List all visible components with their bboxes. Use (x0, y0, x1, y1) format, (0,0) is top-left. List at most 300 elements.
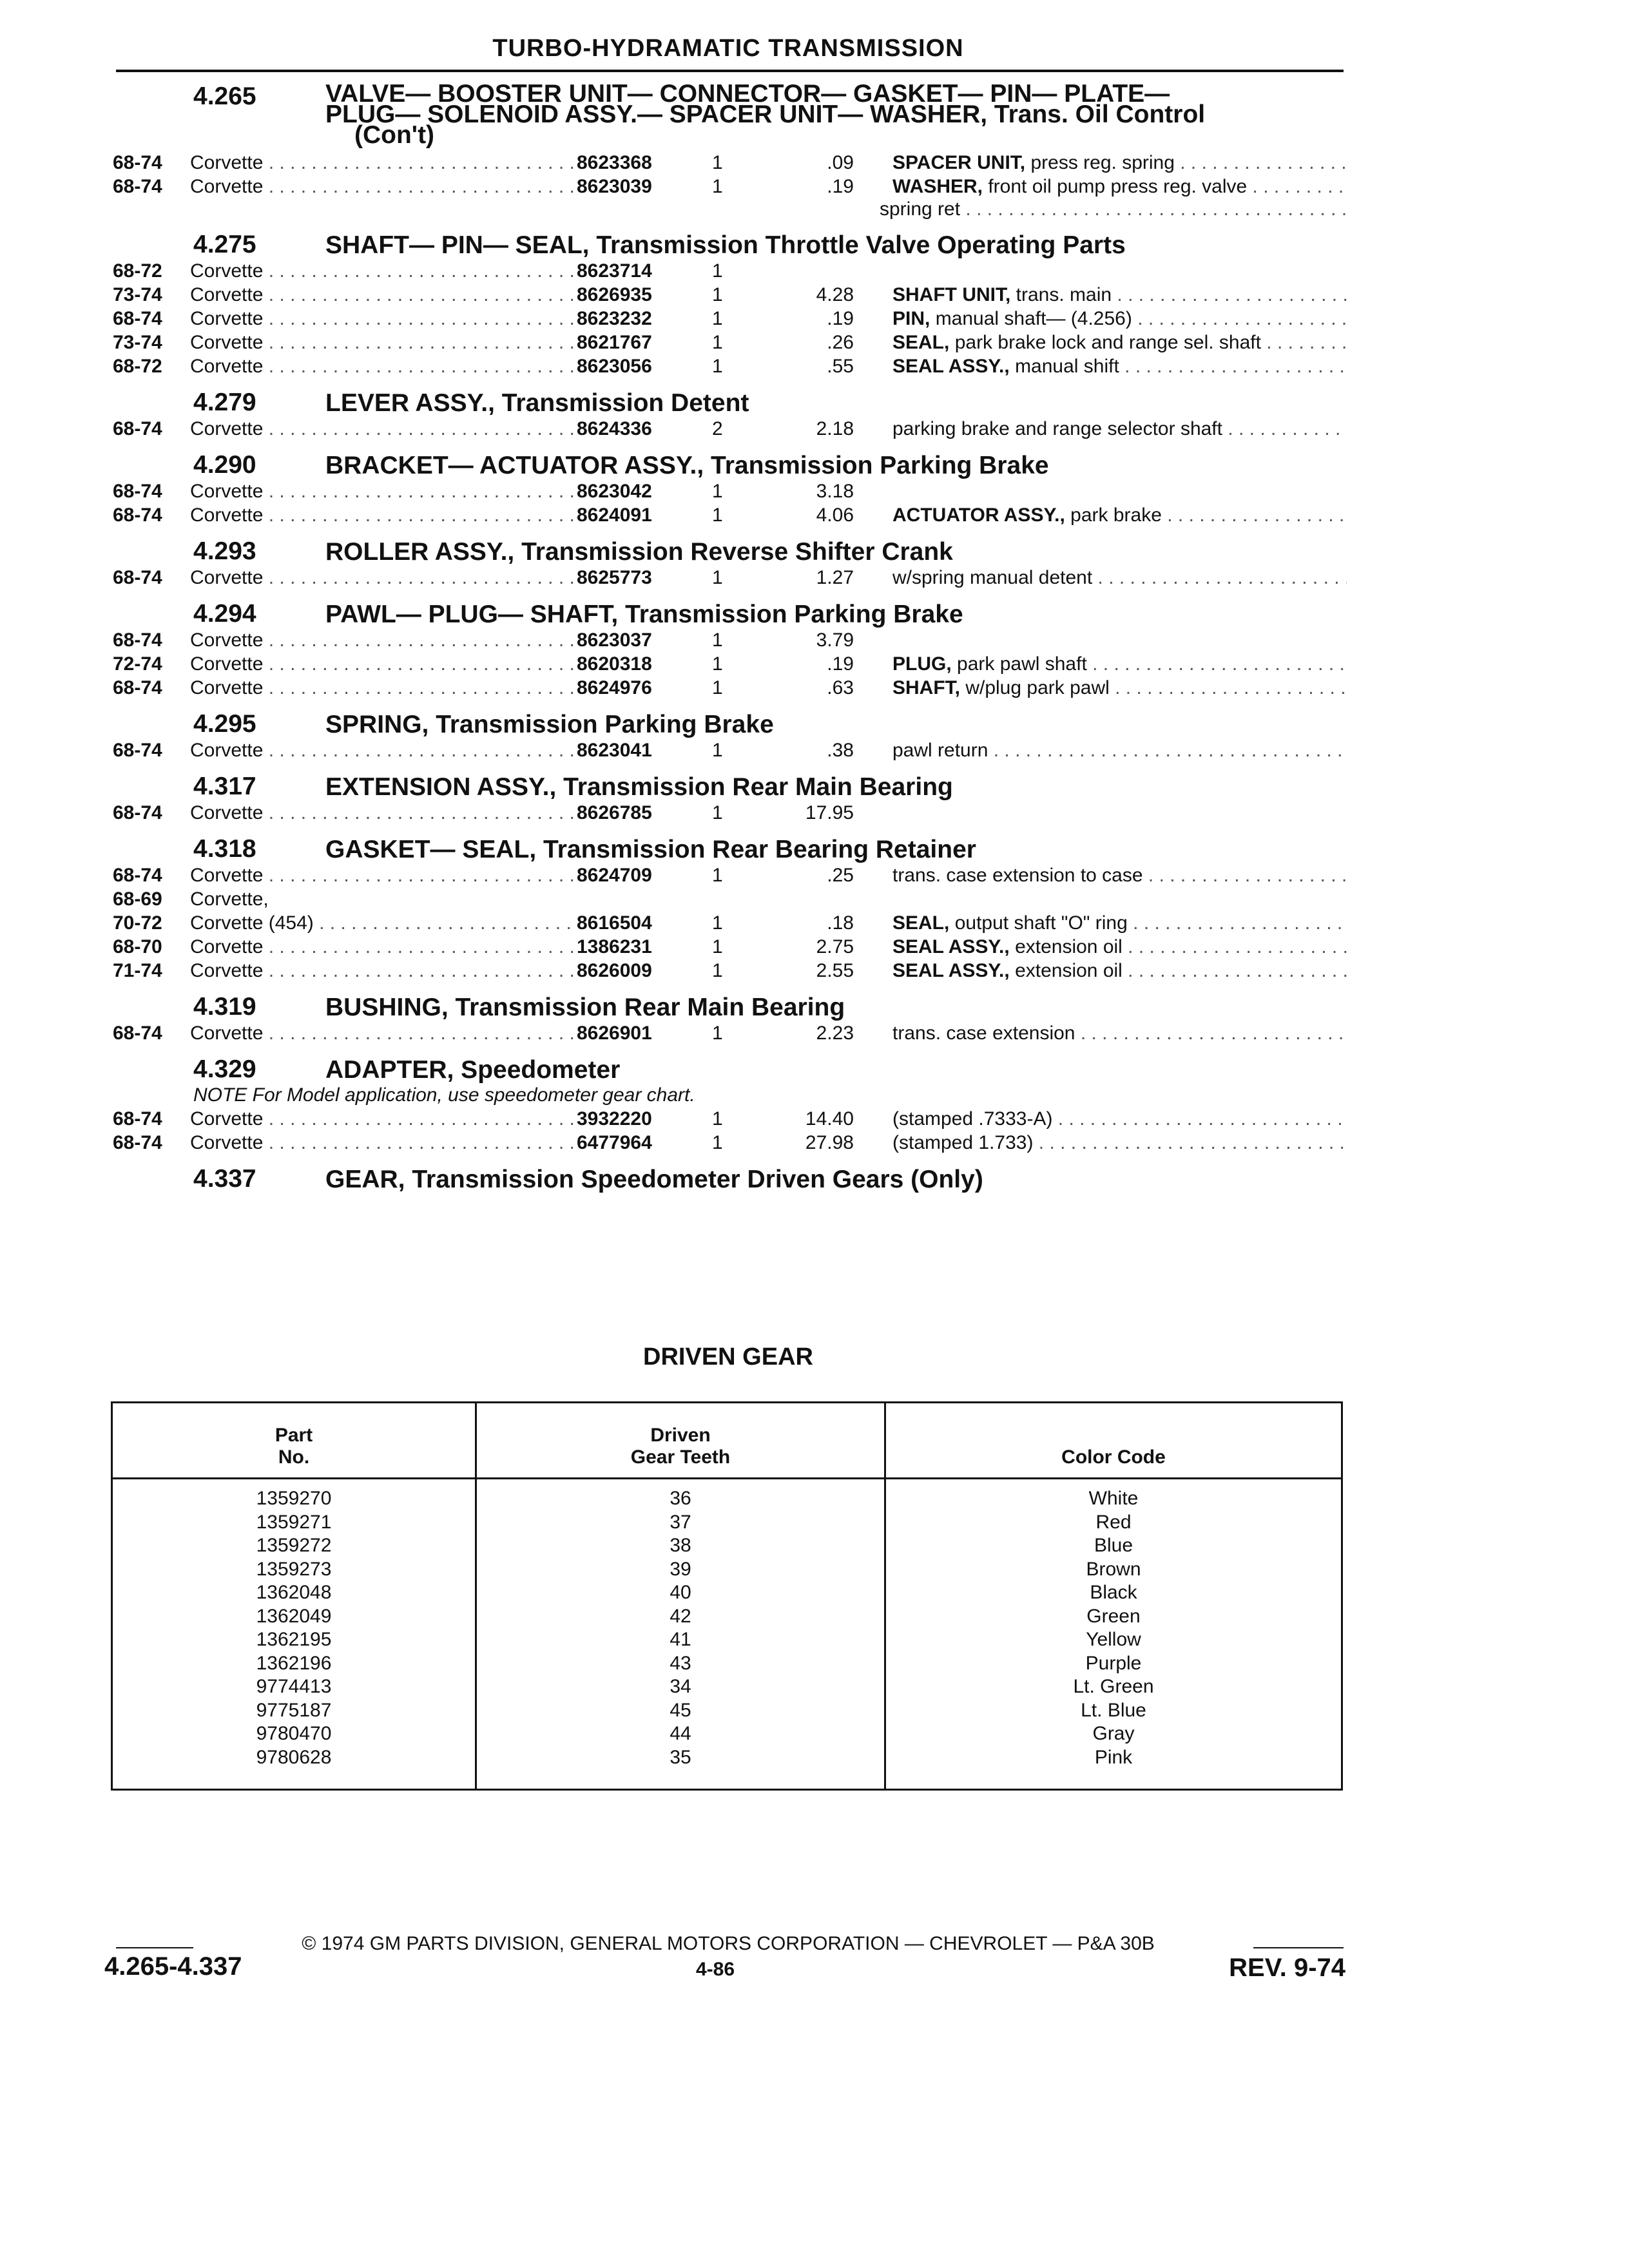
description-bold: SEAL ASSY., (892, 356, 1010, 377)
section-title-line: EXTENSION ASSY., Transmission Rear Main Bearing (325, 773, 953, 801)
section-4-294 (113, 600, 1347, 700)
quantity: 1 (712, 481, 723, 502)
section-gap (113, 700, 1347, 710)
model-name: Corvette . . . (190, 417, 577, 441)
description (892, 283, 1347, 307)
section-title (325, 835, 1347, 863)
part-number: 8624709 (577, 865, 652, 886)
section-title-line: BUSHING, Transmission Rear Main Bearing (325, 994, 845, 1021)
color-cell: Green (885, 1605, 1342, 1629)
quantity: 1 (712, 308, 723, 329)
model-years: 68-74 (113, 418, 162, 439)
section-title-line: VALVE— BOOSTER UNIT— CONNECTOR— GASKET— PIN— PLATE— (325, 80, 1170, 108)
part-number: 8624976 (577, 677, 652, 698)
model-name: Corvette . . . (190, 307, 577, 331)
section-number: 4.290 (193, 451, 256, 479)
color-cell: Pink (885, 1746, 1342, 1790)
description-bold: WASHER, (892, 176, 983, 197)
title-rule (116, 70, 1344, 72)
part-number: 8623039 (577, 176, 652, 197)
part-row (113, 652, 1347, 676)
part-no-cell: 9780470 (112, 1722, 476, 1746)
header-part-no (112, 1403, 476, 1479)
color-cell: Red (885, 1511, 1342, 1535)
quantity: 1 (712, 1132, 723, 1153)
teeth-cell: 42 (476, 1605, 885, 1629)
description-text: press reg. spring (1025, 152, 1175, 173)
description (892, 1021, 1347, 1045)
description (892, 331, 1347, 354)
model-name: Corvette . . . (190, 331, 577, 354)
description-text: w/spring manual detent (892, 567, 1093, 588)
model-years: 68-74 (113, 1132, 162, 1153)
price: 17.95 (805, 802, 854, 823)
description (892, 503, 1347, 527)
part-number: 8625773 (577, 567, 652, 588)
color-cell: Lt. Blue (885, 1699, 1342, 1723)
model-name: Corvette, (190, 889, 269, 910)
model-name: Corvette . . . (190, 738, 577, 762)
section-gap (113, 1155, 1347, 1165)
model-name: Corvette . . . (190, 628, 577, 652)
model-years: 68-74 (113, 1023, 162, 1044)
model-years: 68-74 (113, 740, 162, 761)
description (892, 175, 1347, 198)
part-row (113, 259, 1347, 283)
part-row (113, 628, 1347, 652)
part-number: 8626901 (577, 1023, 652, 1044)
section-title-line: GEAR, Transmission Speedometer Driven Gears (Only) (325, 1166, 983, 1193)
description (892, 738, 1347, 762)
quantity: 1 (712, 332, 723, 353)
section-4-265 (113, 82, 1347, 220)
color-cell: Black (885, 1581, 1342, 1605)
description-text: trans. case extension (892, 1023, 1075, 1044)
part-number: 8623232 (577, 308, 652, 329)
model-years: 68-70 (113, 936, 162, 957)
part-number: 8623042 (577, 481, 652, 502)
footer-page-number: 4-86 (696, 1959, 735, 1980)
price: .19 (827, 653, 854, 675)
description-bold: PLUG, (892, 653, 952, 675)
table-row (112, 1628, 1342, 1652)
part-number: 8620318 (577, 653, 652, 675)
model-name: Corvette . . . (190, 676, 577, 700)
model-name: Corvette . . . (190, 354, 577, 378)
section-title-line: GASKET— SEAL, Transmission Rear Bearing Retainer (325, 836, 976, 863)
description-continued: spring ret . . . (880, 198, 1347, 220)
section-title-line: BRACKET— ACTUATOR ASSY., Transmission Parking Brake (325, 452, 1049, 479)
part-row (113, 175, 1347, 198)
part-row (113, 417, 1347, 441)
part-no-cell: 9780628 (112, 1746, 476, 1790)
part-row (113, 1131, 1347, 1155)
section-gap (113, 762, 1347, 773)
part-no-cell: 1359271 (112, 1511, 476, 1535)
description-text: parking brake and range selector shaft (892, 418, 1222, 439)
part-row (113, 801, 1347, 825)
description (892, 1131, 1347, 1155)
part-number: 8624336 (577, 418, 652, 439)
price: 3.18 (816, 481, 854, 502)
table-row (112, 1605, 1342, 1629)
section-title (325, 451, 1347, 479)
price: .63 (827, 677, 854, 698)
quantity: 1 (712, 284, 723, 305)
section-gap (113, 1193, 1347, 1204)
part-row (113, 1107, 1347, 1131)
price: 27.98 (805, 1132, 854, 1153)
section-4-317 (113, 773, 1347, 825)
teeth-cell: 36 (476, 1479, 885, 1511)
header-part-no-text: Part No. (275, 1425, 313, 1468)
description-bold: SEAL, (892, 332, 950, 353)
model-name: Corvette . . . (190, 503, 577, 527)
description-text: park brake lock and range sel. shaft (949, 332, 1261, 353)
parts-list (113, 82, 1347, 1204)
part-row (113, 959, 1347, 983)
section-title-line: LEVER ASSY., Transmission Detent (325, 389, 749, 417)
part-row (113, 738, 1347, 762)
part-row (113, 151, 1347, 175)
description (892, 676, 1347, 700)
quantity: 2 (712, 418, 723, 439)
description (892, 959, 1347, 983)
model-years: 68-74 (113, 481, 162, 502)
quantity: 1 (712, 176, 723, 197)
description-text: park brake (1065, 505, 1162, 526)
part-row (113, 863, 1347, 887)
description-text: trans. main (1010, 284, 1112, 305)
section-gap (113, 378, 1347, 389)
table-row (112, 1675, 1342, 1699)
section-4-279 (113, 389, 1347, 441)
teeth-cell: 35 (476, 1746, 885, 1790)
section-number: 4.265 (193, 82, 256, 110)
part-no-cell: 9775187 (112, 1699, 476, 1723)
section-gap (113, 527, 1347, 537)
model-name: Corvette . . . (190, 1131, 577, 1155)
price: 3.79 (816, 629, 854, 651)
model-years: 68-74 (113, 629, 162, 651)
part-row (113, 331, 1347, 354)
model-years: 73-74 (113, 332, 162, 353)
teeth-cell: 37 (476, 1511, 885, 1535)
part-row (113, 307, 1347, 331)
part-row (113, 911, 1347, 935)
quantity: 1 (712, 260, 723, 282)
part-number: 8626935 (577, 284, 652, 305)
section-title (325, 993, 1347, 1021)
color-cell: White (885, 1479, 1342, 1511)
part-row (113, 503, 1347, 527)
section-number: 4.318 (193, 835, 256, 863)
quantity: 1 (712, 505, 723, 526)
model-name: Corvette . . . (190, 652, 577, 676)
price: .18 (827, 912, 854, 934)
quantity: 1 (712, 152, 723, 173)
color-cell: Blue (885, 1534, 1342, 1558)
model-years: 68-74 (113, 505, 162, 526)
quantity: 1 (712, 1023, 723, 1044)
teeth-cell: 38 (476, 1534, 885, 1558)
section-number: 4.337 (193, 1165, 256, 1193)
part-no-cell: 9774413 (112, 1675, 476, 1699)
table-row (112, 1652, 1342, 1676)
teeth-cell: 39 (476, 1558, 885, 1582)
header-driven-teeth (476, 1403, 885, 1479)
section-title-line: PLUG— SOLENOID ASSY.— SPACER UNIT— WASHER, Trans. Oil Control (325, 101, 1206, 128)
quantity: 1 (712, 356, 723, 377)
description-text: trans. case extension to case (892, 865, 1143, 886)
section-title-line: (Con't) (354, 121, 435, 149)
description-text: park pawl shaft (951, 653, 1087, 675)
quantity: 1 (712, 960, 723, 981)
model-name: Corvette . . . (190, 1107, 577, 1131)
model-name: Corvette . . . (190, 175, 577, 198)
section-gap (113, 441, 1347, 451)
section-4-318 (113, 835, 1347, 983)
table-row (112, 1511, 1342, 1535)
section-note: NOTE For Model application, use speedometer gear chart. (193, 1084, 695, 1106)
section-4-275 (113, 231, 1347, 378)
model-name: Corvette . . . (190, 935, 577, 959)
part-row (113, 566, 1347, 590)
description-text: output shaft "O" ring (949, 912, 1128, 934)
price: 2.23 (816, 1023, 854, 1044)
table-row (112, 1479, 1342, 1511)
part-no-cell: 1362048 (112, 1581, 476, 1605)
description (892, 652, 1347, 676)
section-number: 4.295 (193, 710, 256, 738)
part-row (113, 935, 1347, 959)
page-title: TURBO-HYDRAMATIC TRANSMISSION (492, 35, 964, 62)
description (892, 1107, 1347, 1131)
color-cell: Brown (885, 1558, 1342, 1582)
part-row (113, 354, 1347, 378)
teeth-cell: 44 (476, 1722, 885, 1746)
model-name: Corvette . . . (190, 801, 577, 825)
description (892, 566, 1347, 590)
price: 4.28 (816, 284, 854, 305)
teeth-cell: 43 (476, 1652, 885, 1676)
section-title (325, 389, 1347, 417)
model-name: Corvette . . . (190, 259, 577, 283)
description-bold: ACTUATOR ASSY., (892, 505, 1065, 526)
section-gap (113, 1045, 1347, 1055)
description-text: (stamped .7333-A) (892, 1108, 1053, 1129)
description-bold: SHAFT UNIT, (892, 284, 1011, 305)
section-4-295 (113, 710, 1347, 762)
part-no-cell: 1362049 (112, 1605, 476, 1629)
table-title: DRIVEN GEAR (643, 1343, 813, 1370)
model-years: 71-74 (113, 960, 162, 981)
table-header-row (112, 1403, 1342, 1479)
table-row (112, 1746, 1342, 1790)
model-years: 68-72 (113, 260, 162, 282)
section-title-line: PAWL— PLUG— SHAFT, Transmission Parking Brake (325, 601, 963, 628)
section-4-337 (113, 1165, 1347, 1193)
description-bold: SHAFT, (892, 677, 960, 698)
model-years: 70-72 (113, 912, 162, 934)
part-row (113, 1021, 1347, 1045)
table-row (112, 1699, 1342, 1723)
model-name: Corvette . . . (190, 479, 577, 503)
price: .26 (827, 332, 854, 353)
description-bold: SEAL ASSY., (892, 936, 1010, 957)
description (892, 307, 1347, 331)
footer-rule-right (1253, 1947, 1344, 1948)
model-name: Corvette (454) . . . (190, 911, 577, 935)
part-number: 6477964 (577, 1132, 652, 1153)
section-title-line: SHAFT— PIN— SEAL, Transmission Throttle Valve Operating Parts (325, 231, 1126, 259)
quantity: 1 (712, 567, 723, 588)
price: 2.55 (816, 960, 854, 981)
part-row (113, 479, 1347, 503)
model-years: 68-74 (113, 176, 162, 197)
part-no-cell: 1359270 (112, 1479, 476, 1511)
table-row (112, 1534, 1342, 1558)
part-number: 8624091 (577, 505, 652, 526)
color-cell: Yellow (885, 1628, 1342, 1652)
section-title-line: ADAPTER, Speedometer (325, 1056, 621, 1084)
part-number: 8623368 (577, 152, 652, 173)
section-gap (113, 590, 1347, 600)
table-row (112, 1581, 1342, 1605)
driven-gear-table (111, 1401, 1343, 1791)
model-years: 68-74 (113, 802, 162, 823)
header-color-code (885, 1403, 1342, 1479)
table-row (112, 1722, 1342, 1746)
section-title (325, 231, 1347, 259)
quantity: 1 (712, 865, 723, 886)
description-text: front oil pump press reg. valve (983, 176, 1248, 197)
description-bold: SPACER UNIT, (892, 152, 1026, 173)
section-number: 4.329 (193, 1055, 256, 1083)
price: 2.18 (816, 418, 854, 439)
part-number: 1386231 (577, 936, 652, 957)
part-number: 8623056 (577, 356, 652, 377)
price: .25 (827, 865, 854, 886)
section-number: 4.279 (193, 389, 256, 416)
description (892, 354, 1347, 378)
description-text: (stamped 1.733) (892, 1132, 1034, 1153)
description-bold: SEAL ASSY., (892, 960, 1010, 981)
section-title (325, 537, 1347, 566)
part-row (113, 283, 1347, 307)
model-years: 68-74 (113, 152, 162, 173)
description (892, 863, 1347, 887)
description-bold: SEAL, (892, 912, 950, 934)
description-text: pawl return (892, 740, 988, 761)
section-4-293 (113, 537, 1347, 590)
quantity: 1 (712, 802, 723, 823)
price: 4.06 (816, 505, 854, 526)
color-cell: Purple (885, 1652, 1342, 1676)
description (892, 417, 1347, 441)
model-name: Corvette . . . (190, 566, 577, 590)
section-number: 4.294 (193, 600, 256, 628)
price: .09 (827, 152, 854, 173)
description-text: extension oil (1009, 960, 1123, 981)
quantity: 1 (712, 653, 723, 675)
teeth-cell: 34 (476, 1675, 885, 1699)
part-number: 8616504 (577, 912, 652, 934)
price: 14.40 (805, 1108, 854, 1129)
teeth-cell: 45 (476, 1699, 885, 1723)
teeth-cell: 40 (476, 1581, 885, 1605)
section-gap (113, 220, 1347, 231)
description (892, 935, 1347, 959)
section-title (325, 80, 1347, 149)
header-color-code-text: Color Code (1061, 1446, 1166, 1468)
footer-range: 4.265-4.337 (104, 1952, 242, 1981)
section-gap (113, 983, 1347, 993)
part-number: 8623037 (577, 629, 652, 651)
model-years: 73-74 (113, 284, 162, 305)
table-row (112, 1558, 1342, 1582)
description-bold: PIN, (892, 308, 930, 329)
price: .19 (827, 308, 854, 329)
section-number: 4.293 (193, 537, 256, 565)
model-years: 68-74 (113, 865, 162, 886)
model-years: 68-74 (113, 567, 162, 588)
section-title (325, 1165, 1347, 1193)
color-cell: Gray (885, 1722, 1342, 1746)
section-title-line: SPRING, Transmission Parking Brake (325, 711, 774, 738)
model-years: 68-74 (113, 308, 162, 329)
part-number: 8626009 (577, 960, 652, 981)
model-years: 72-74 (113, 653, 162, 675)
part-no-cell: 1359273 (112, 1558, 476, 1582)
part-row (113, 676, 1347, 700)
description-text: manual shaft— (4.256) (930, 308, 1132, 329)
section-title (325, 1055, 1347, 1084)
part-number: 8623714 (577, 260, 652, 282)
section-title (325, 710, 1347, 738)
part-number: 8626785 (577, 802, 652, 823)
part-no-cell: 1362195 (112, 1628, 476, 1652)
price: 1.27 (816, 567, 854, 588)
price: .38 (827, 740, 854, 761)
description (892, 151, 1347, 175)
table-body (112, 1479, 1342, 1790)
section-number: 4.317 (193, 773, 256, 800)
model-years: 68-74 (113, 1108, 162, 1129)
price: .19 (827, 176, 854, 197)
section-4-290 (113, 451, 1347, 527)
part-number: 8623041 (577, 740, 652, 761)
section-4-329 (113, 1055, 1347, 1155)
description-text: w/plug park pawl (960, 677, 1110, 698)
model-years: 68-72 (113, 356, 162, 377)
color-cell: Lt. Green (885, 1675, 1342, 1699)
part-no-cell: 1362196 (112, 1652, 476, 1676)
description-text: extension oil (1009, 936, 1123, 957)
section-4-319 (113, 993, 1347, 1045)
part-row (113, 887, 1347, 911)
price: .55 (827, 356, 854, 377)
quantity: 1 (712, 936, 723, 957)
quantity: 1 (712, 677, 723, 698)
section-number: 4.319 (193, 993, 256, 1021)
model-name: Corvette . . . (190, 151, 577, 175)
part-no-cell: 1359272 (112, 1534, 476, 1558)
part-number: 3932220 (577, 1108, 652, 1129)
model-years: 68-74 (113, 677, 162, 698)
model-name: Corvette . . . (190, 863, 577, 887)
section-title (325, 773, 1347, 801)
